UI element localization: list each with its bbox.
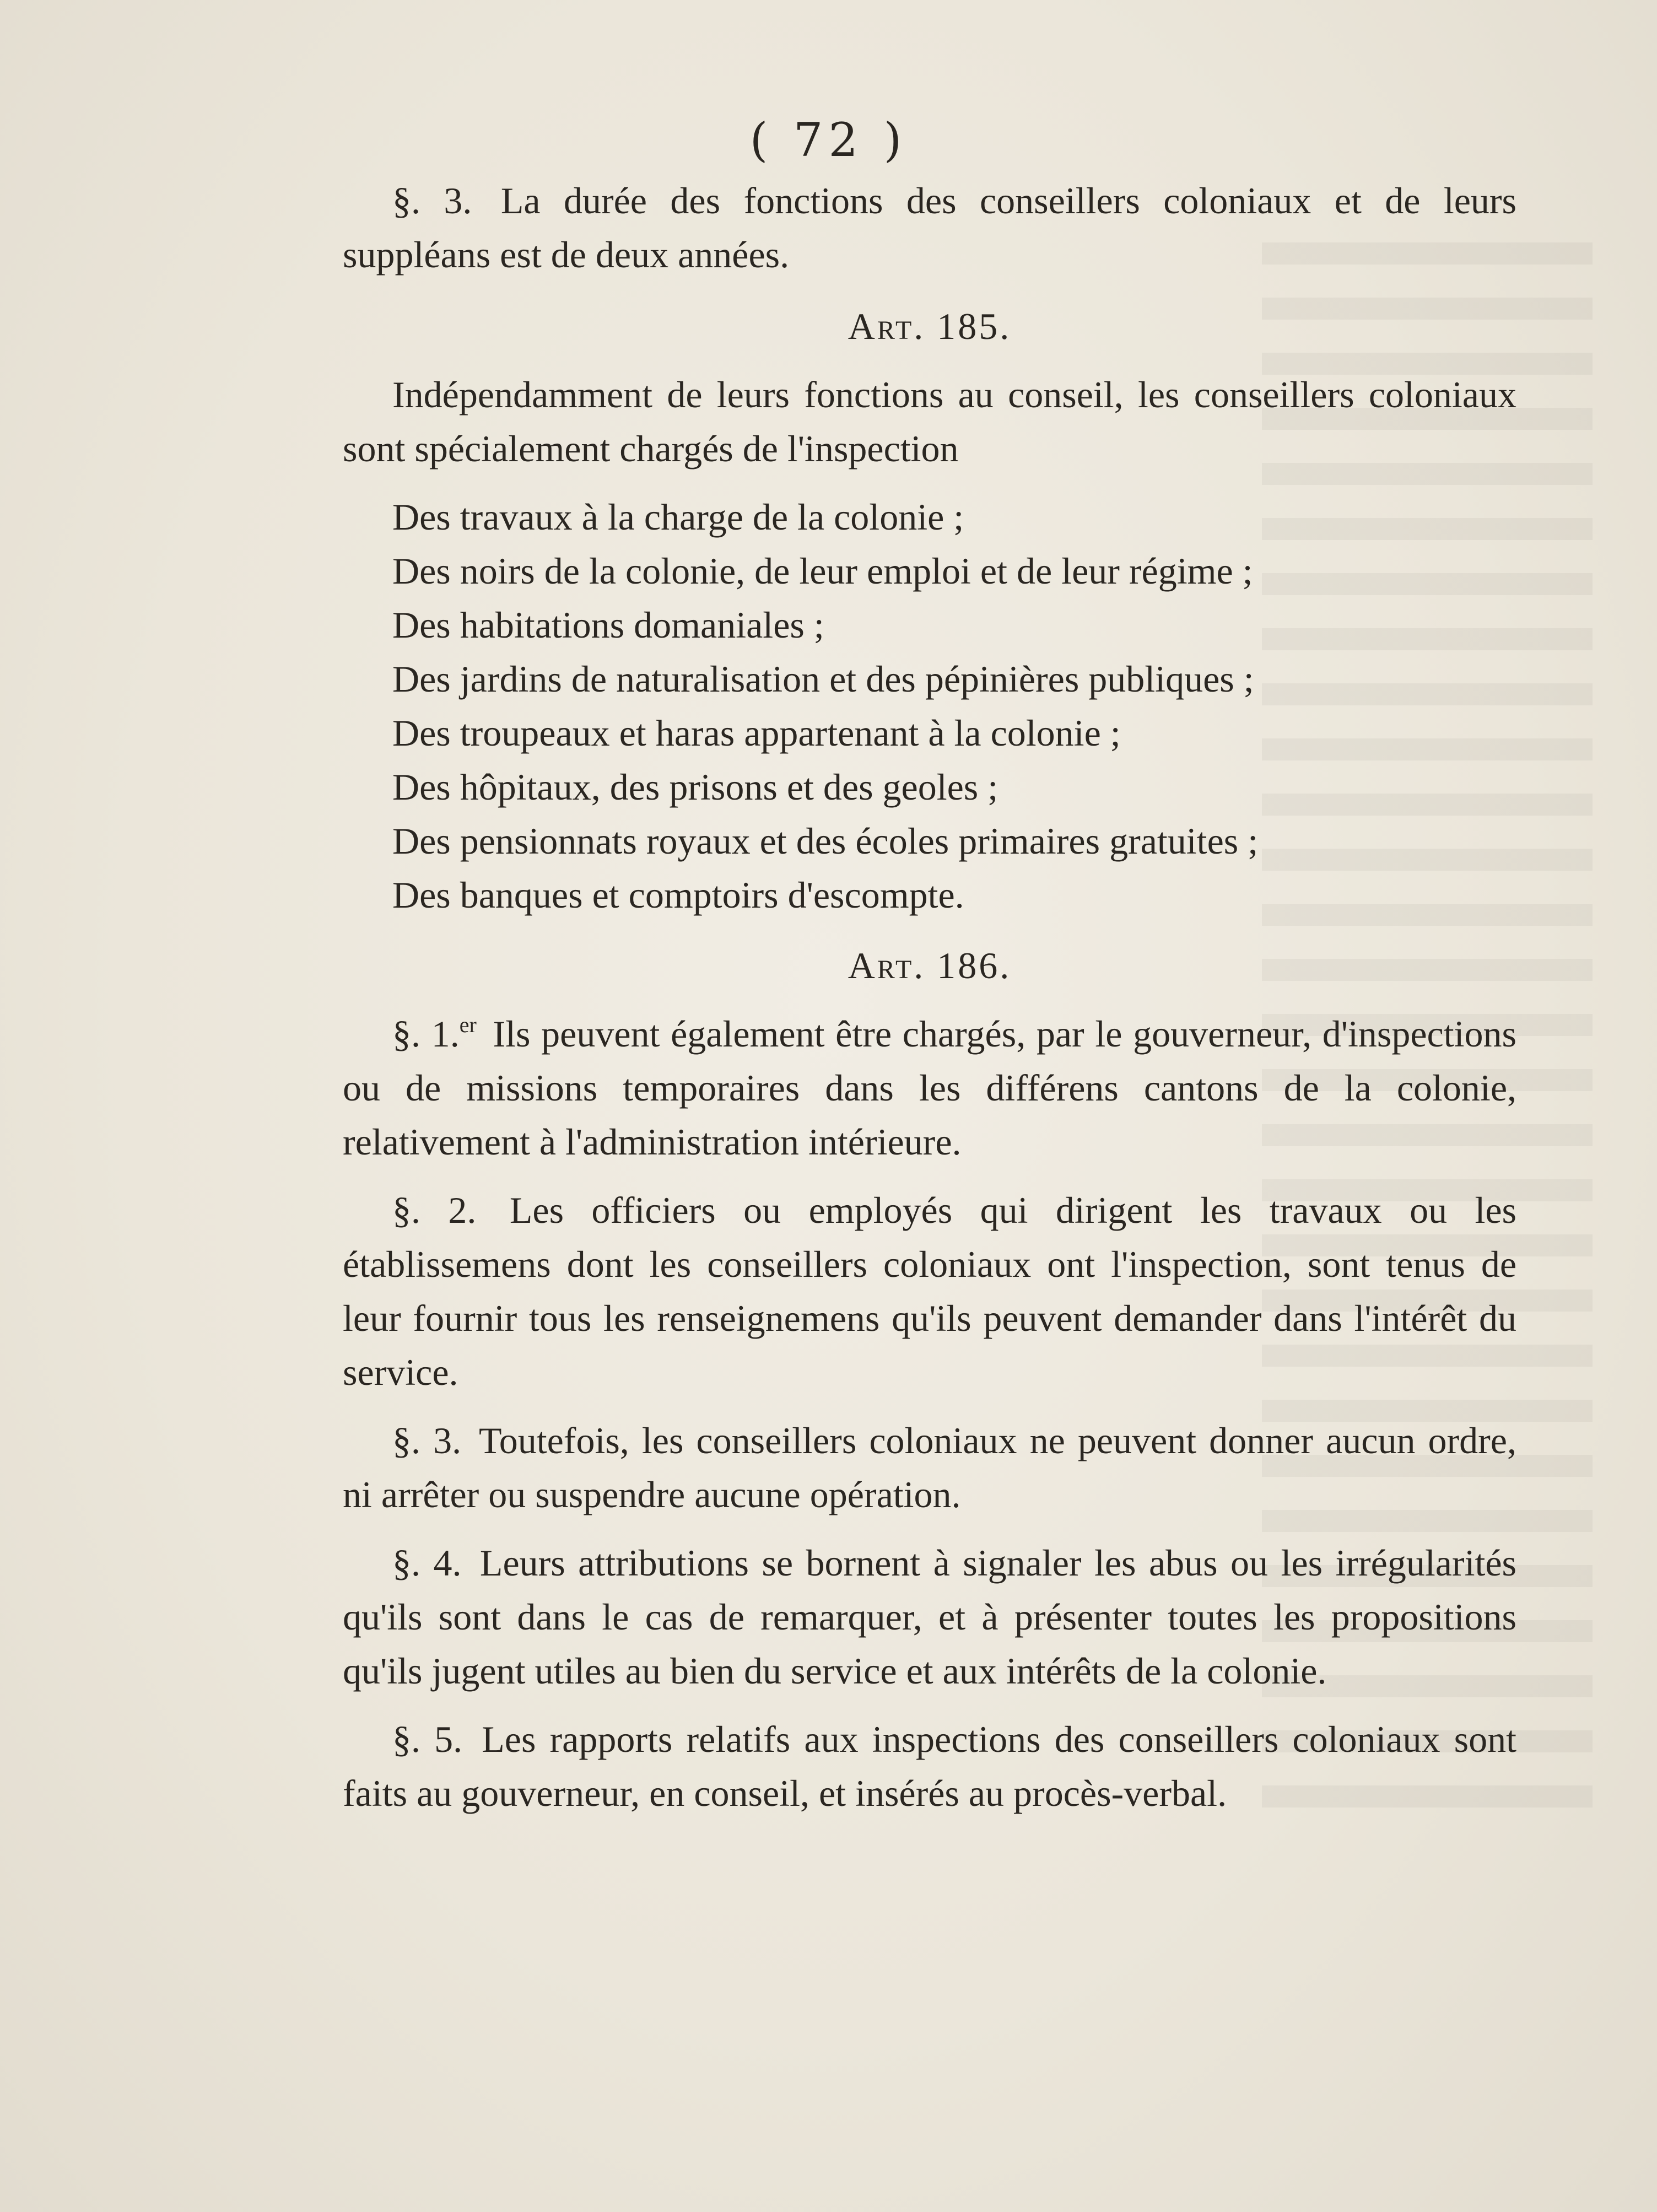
article-185-intro: Indépendamment de leurs fonctions au conseil, les conseillers coloniaux sont spécialement chargés de l'inspection <box>343 374 1516 470</box>
list-item: Des hôpitaux, des prisons et des geoles ; <box>392 766 998 808</box>
section-text: Toutefois, les conseillers coloniaux ne peuvent donner aucun ordre, ni arrêter ou suspendre aucune opération. <box>343 1420 1516 1515</box>
list-item: Des noirs de la colonie, de leur emploi et de leur régime ; <box>392 550 1253 592</box>
article-185-heading <box>343 296 1516 357</box>
section-marker: §. 3. <box>392 1420 462 1461</box>
article-186-section-2 <box>343 1183 1516 1399</box>
article-abbr: Art. <box>848 305 926 347</box>
article-number: 185. <box>937 305 1012 347</box>
section-text: Ils peuvent également être chargés, par le gouverneur, d'inspections ou de missions temporaires dans les différens cantons de la colonie, relativement à l'administration intérieure. <box>343 1013 1516 1163</box>
inspection-list <box>343 490 1516 922</box>
page-number: ( 72 ) <box>749 113 908 167</box>
list-item: Des travaux à la charge de la colonie ; <box>392 496 964 538</box>
article-186-heading <box>343 935 1516 996</box>
article-abbr: Art. <box>848 945 926 986</box>
list-item: Des troupeaux et haras appartenant à la colonie ; <box>392 712 1121 754</box>
section-text: Les officiers ou employés qui dirigent les travaux ou les établissemens dont les conseillers coloniaux ont l'inspection, sont tenus de leur fournir tous les renseignemens qu'ils peuvent demander dans l'intérêt du service. <box>343 1189 1517 1393</box>
section-marker <box>392 1013 477 1055</box>
article-number: 186. <box>937 945 1012 986</box>
section-3-paragraph <box>343 174 1516 282</box>
section-text: Les rapports relatifs aux inspections des conseillers coloniaux sont faits au gouverneur, en conseil, et insérés au procès-verbal. <box>343 1718 1517 1814</box>
section-text: Leurs attributions se bornent à signaler les abus ou les irrégularités qu'ils sont dans le cas de remarquer, et à présenter toutes les propositions qu'ils jugent utiles au bien du service et aux intérêts de la colonie. <box>343 1542 1517 1692</box>
article-186-section-1 <box>343 1007 1516 1169</box>
list-item: Des pensionnats royaux et des écoles primaires gratuites ; <box>392 820 1259 862</box>
section-marker: §. 2. <box>392 1189 477 1231</box>
list-item: Des banques et comptoirs d'escompte. <box>392 874 964 916</box>
article-186-section-5 <box>343 1712 1516 1820</box>
list-item: Des habitations domaniales ; <box>392 604 824 646</box>
article-186-section-3 <box>343 1413 1516 1522</box>
list-item: Des jardins de naturalisation et des pépinières publiques ; <box>392 658 1254 700</box>
ordinal-superscript: er <box>459 1012 477 1037</box>
page-body <box>343 174 1516 1835</box>
section-text: La durée des fonctions des conseillers coloniaux et de leurs suppléans est de deux années. <box>343 180 1517 276</box>
section-marker-text: §. 1. <box>392 1013 460 1055</box>
section-marker: §. 5. <box>392 1718 463 1760</box>
article-186-section-4 <box>343 1536 1516 1698</box>
section-marker: §. 3. <box>392 180 472 222</box>
section-marker: §. 4. <box>392 1542 462 1584</box>
